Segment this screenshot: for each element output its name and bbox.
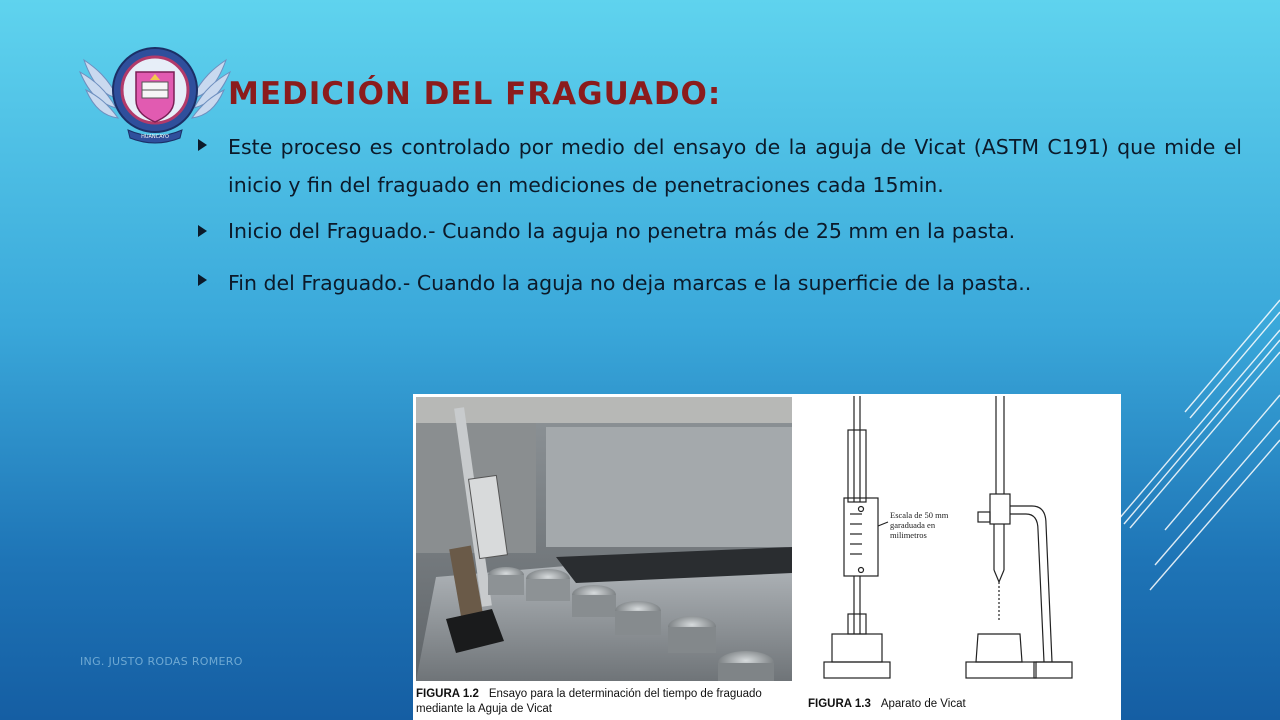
scale-label-line3: milimetros bbox=[890, 530, 927, 540]
footer-author: ING. JUSTO RODAS ROMERO bbox=[80, 655, 243, 668]
figure-1-3-caption bbox=[808, 697, 966, 712]
bullet-item-1 bbox=[198, 128, 1242, 204]
slide-title: MEDICIÓN DEL FRAGUADO: bbox=[228, 76, 722, 112]
logo-ribbon-text: HUANCAYO bbox=[141, 134, 169, 140]
figure-1-2-caption bbox=[416, 687, 796, 717]
figure-1-3-text: Aparato de Vicat bbox=[880, 698, 966, 710]
vicat-test-photo bbox=[416, 397, 792, 681]
figure-panel bbox=[413, 394, 1121, 720]
figure-1-3-label: FIGURA 1.3 bbox=[808, 698, 871, 710]
bullet-text-2: Inicio del Fraguado.- Cuando la aguja no penetra más de 25 mm en la pasta. bbox=[228, 219, 1016, 244]
bullet-item-3 bbox=[198, 267, 1242, 300]
bullet-text-3: Fin del Fraguado.- Cuando la aguja no deja marcas e la superficie de la pasta.. bbox=[228, 270, 1032, 295]
scale-label-line1: Escala de 50 mm bbox=[890, 510, 949, 520]
figure-1-2-label: FIGURA 1.2 bbox=[416, 688, 479, 700]
scale-label-line2: garaduada en bbox=[890, 520, 936, 530]
bullet-arrow-icon bbox=[198, 139, 207, 151]
bullet-item-2 bbox=[198, 218, 1242, 245]
vicat-apparatus-diagram bbox=[808, 394, 1121, 694]
bullet-arrow-icon bbox=[198, 225, 207, 237]
bullet-arrow-icon bbox=[198, 274, 207, 286]
figure-1-2-text: Ensayo para la determinación del tiempo de fraguado mediante la Aguja de Vicat bbox=[416, 688, 762, 715]
bullet-text-1: Este proceso es controlado por medio del ensayo de la aguja de Vicat (ASTM C191) que mide el inicio y fin del fraguado en mediciones de penetraciones cada 15min. bbox=[228, 135, 1242, 198]
bullet-list bbox=[198, 128, 1242, 314]
